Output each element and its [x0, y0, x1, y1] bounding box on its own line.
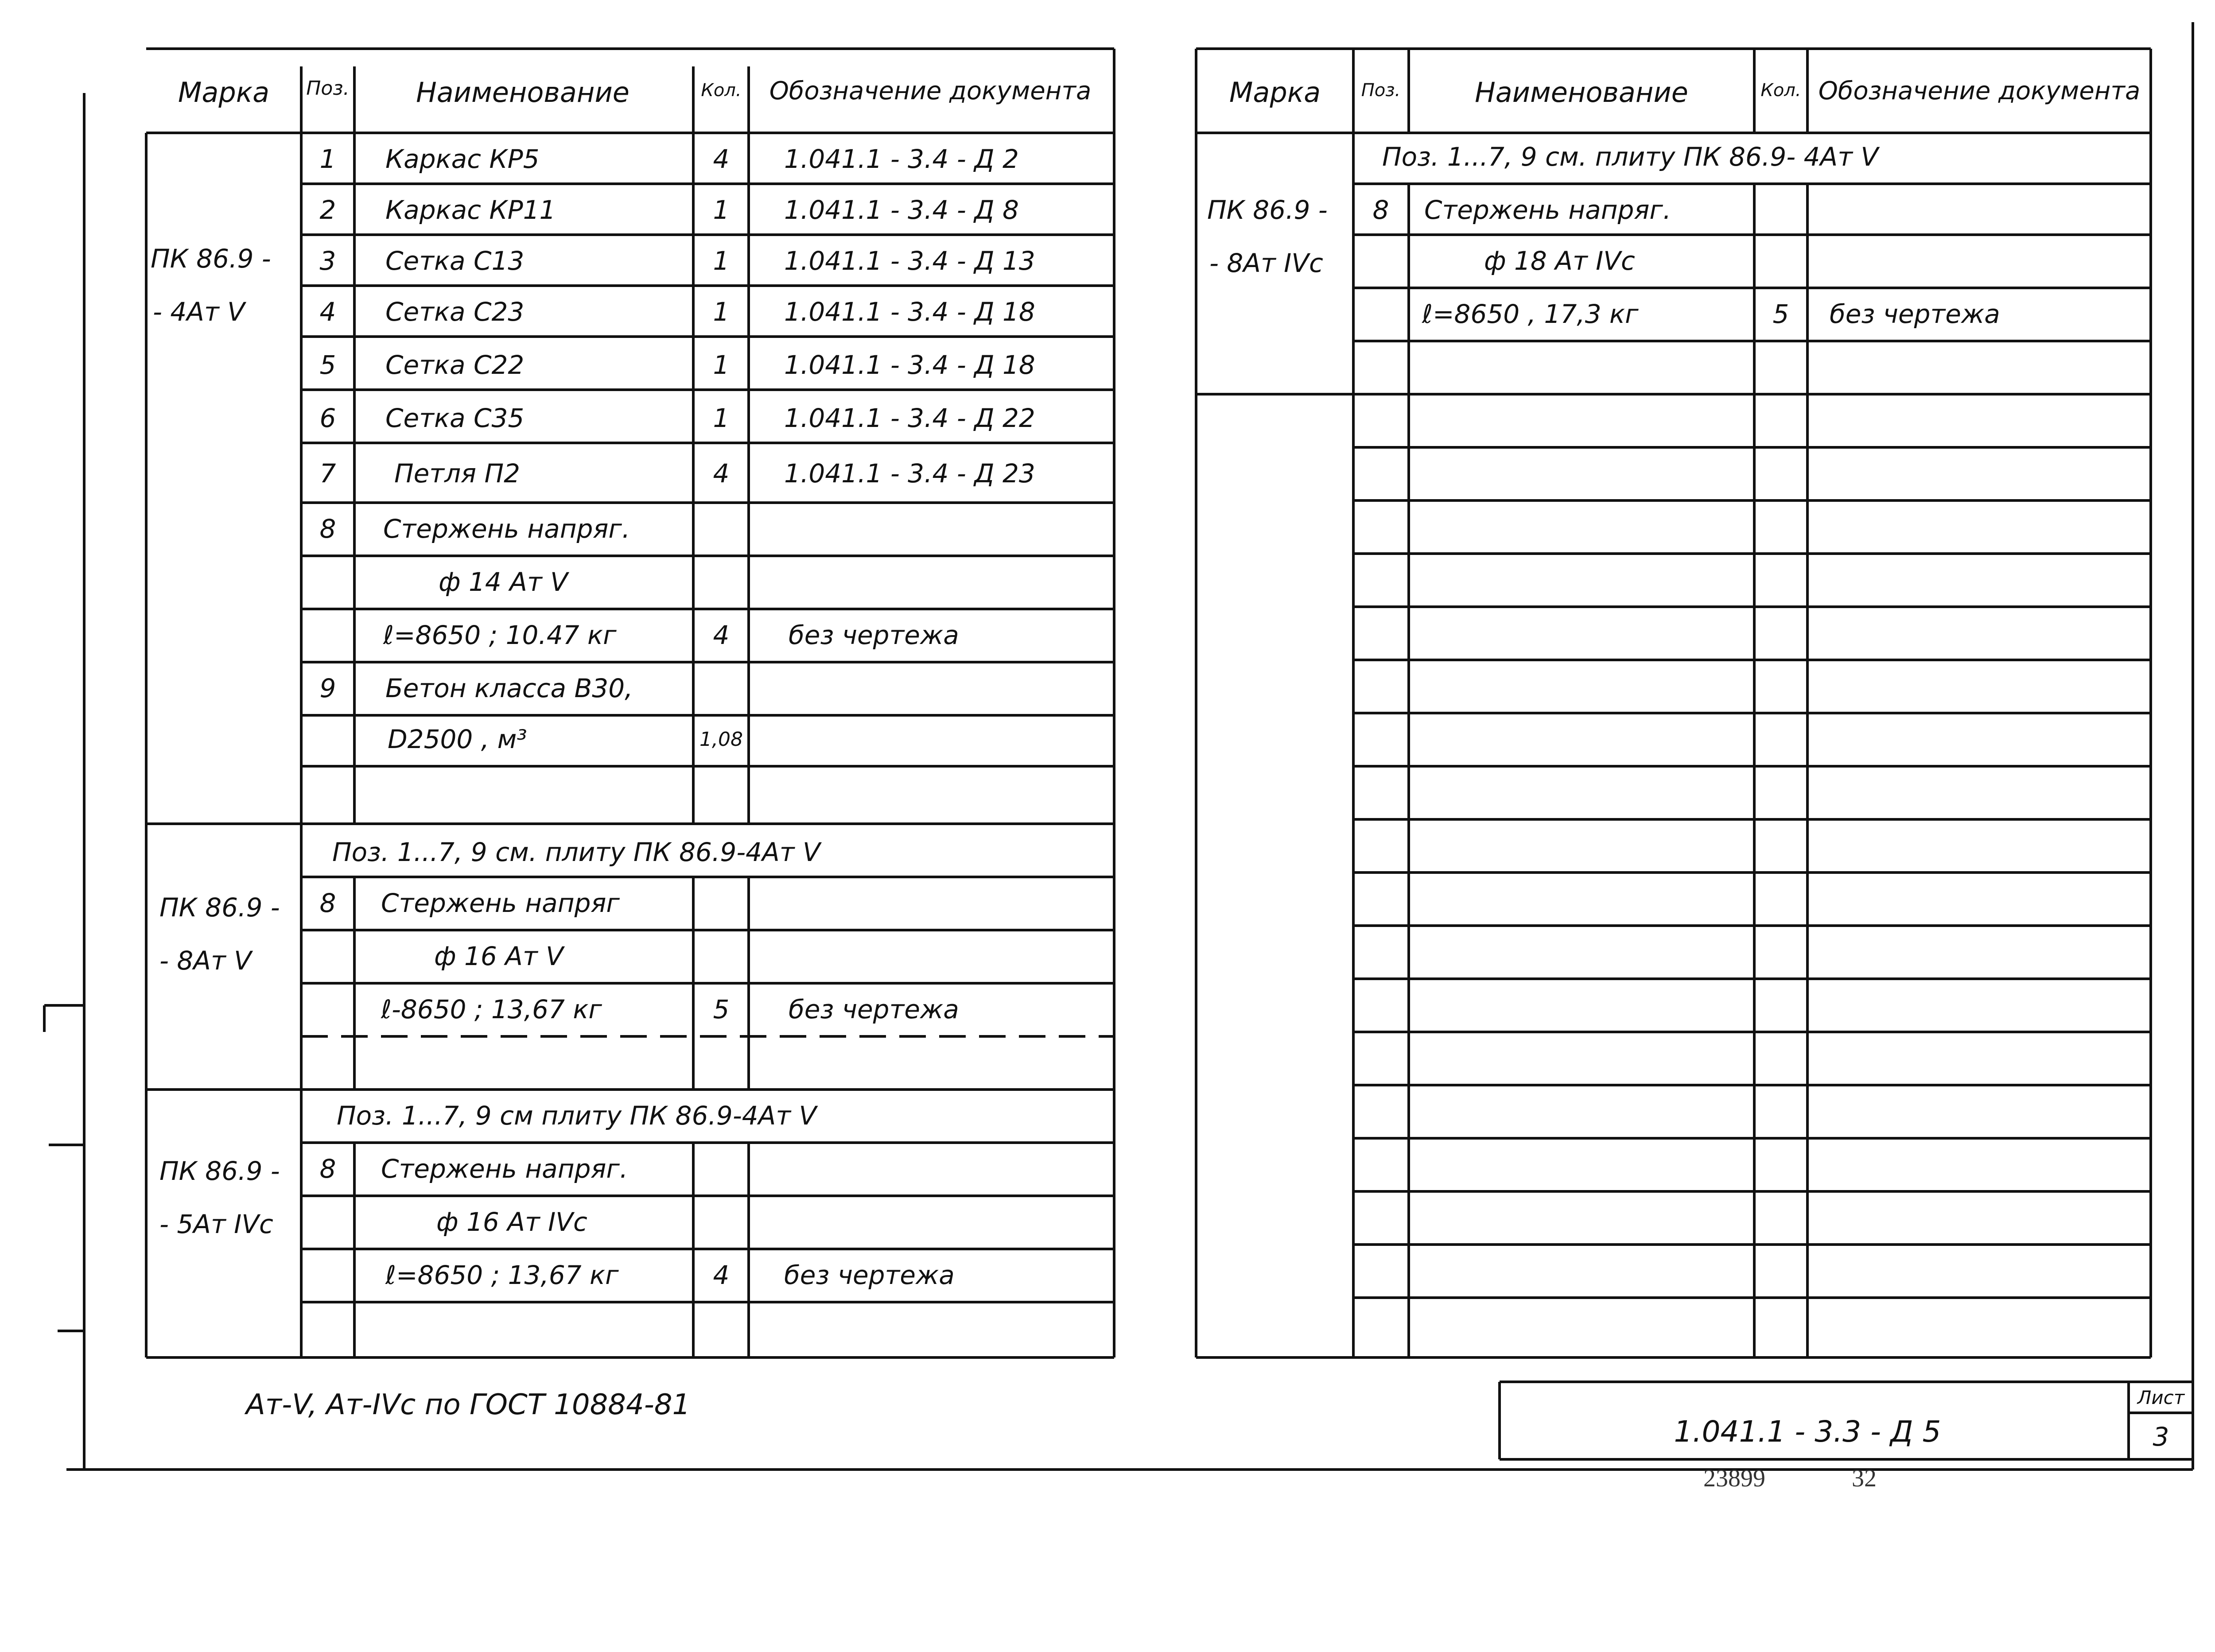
- row-doc: 1.041.1 - 3.4 - Д 13: [784, 246, 1035, 276]
- row-name: ℓ=8650 ; 10.47 кг: [383, 620, 617, 650]
- archive-number: 23899: [1703, 1465, 1765, 1492]
- row-name: ф 16 Ат IVс: [436, 1207, 587, 1237]
- group1-mark-line1: ПК 86.9 -: [151, 244, 271, 274]
- row-pos: 4: [319, 297, 336, 327]
- right-header-qty: Кол.: [1760, 80, 1801, 101]
- row-pos: 1: [319, 144, 336, 174]
- row-name: D2500 , м³: [388, 724, 527, 754]
- left-header-pos: Поз.: [306, 77, 350, 100]
- standard-note: Ат-V, Ат-IVс по ГОСТ 10884-81: [246, 1388, 691, 1421]
- row-doc: без чертежа: [789, 620, 959, 650]
- row-doc: 1.041.1 - 3.4 - Д 22: [784, 403, 1035, 433]
- row-pos: 9: [319, 673, 336, 703]
- row-qty: 5: [713, 994, 730, 1024]
- row-name: Каркас КР5: [385, 144, 540, 174]
- row-name: Каркас КР11: [385, 195, 556, 225]
- right-header-doc: Обозначение документа: [1818, 77, 2141, 105]
- row-pos: 8: [1372, 195, 1389, 225]
- row-qty: 4: [713, 620, 730, 650]
- group2-note: Поз. 1...7, 9 см. плиту ПК 86.9-4Ат V: [332, 837, 820, 867]
- row-qty: 1: [713, 297, 730, 327]
- row-name: Бетон класса В30,: [385, 673, 633, 703]
- row-qty: 1: [713, 246, 730, 276]
- row-name: Сетка С35: [385, 403, 525, 433]
- row-name: Петля П2: [394, 458, 520, 489]
- row-name: ℓ-8650 ; 13,67 кг: [381, 994, 602, 1024]
- sheet-label: Лист: [2137, 1387, 2185, 1408]
- row-name: ℓ=8650 , 17,3 кг: [1422, 299, 1639, 329]
- group3-note: Поз. 1...7, 9 см плиту ПК 86.9-4Ат V: [337, 1101, 817, 1131]
- row-pos: 5: [319, 350, 336, 380]
- row-pos: 8: [319, 1154, 336, 1184]
- row-name: Стержень напряг.: [1424, 195, 1671, 225]
- row-doc: 1.041.1 - 3.4 - Д 18: [784, 350, 1035, 380]
- row-qty: 4: [713, 144, 730, 174]
- row-doc: 1.041.1 - 3.4 - Д 18: [784, 297, 1035, 327]
- row-qty: 4: [713, 458, 730, 489]
- row-name: ℓ=8650 ; 13,67 кг: [385, 1260, 619, 1290]
- row-qty: 4: [713, 1260, 730, 1290]
- right-header-mark: Марка: [1229, 76, 1321, 109]
- row-name: ф 18 Ат IVс: [1484, 246, 1635, 276]
- row-doc: без чертежа: [784, 1260, 955, 1290]
- row-doc: без чертежа: [1830, 299, 2000, 329]
- row-name: ф 16 Ат V: [434, 941, 563, 971]
- row-doc: 1.041.1 - 3.4 - Д 2: [784, 144, 1019, 174]
- doc-code: 1.041.1 - 3.3 - Д 5: [1674, 1415, 1941, 1449]
- right-note: Поз. 1...7, 9 см. плиту ПК 86.9- 4Ат V: [1382, 142, 1879, 172]
- row-doc: 1.041.1 - 3.4 - Д 8: [784, 195, 1019, 225]
- right-mark-line2: - 8Ат IVс: [1209, 248, 1323, 278]
- row-name: Стержень напряг.: [383, 514, 630, 544]
- left-header-name: Наименование: [416, 76, 630, 109]
- row-pos: 2: [319, 195, 336, 225]
- sheet-number: 3: [2153, 1422, 2169, 1452]
- row-pos: 6: [319, 403, 336, 433]
- row-name: Сетка С23: [385, 297, 525, 327]
- group2-mark-line1: ПК 86.9 -: [159, 892, 280, 923]
- group2-mark-line2: - 8Ат V: [159, 946, 252, 976]
- group3-mark-line1: ПК 86.9 -: [159, 1156, 280, 1186]
- row-qty: 1,08: [699, 728, 743, 751]
- group1-mark-line2: - 4Ат V: [153, 297, 245, 327]
- right-mark-line1: ПК 86.9 -: [1207, 195, 1328, 225]
- row-qty: 5: [1772, 299, 1789, 329]
- row-pos: 8: [319, 514, 336, 544]
- row-qty: 1: [713, 195, 730, 225]
- left-header-mark: Марка: [178, 76, 270, 109]
- left-header-qty: Кол.: [701, 80, 742, 101]
- row-pos: 3: [319, 246, 336, 276]
- row-name: Сетка С22: [385, 350, 525, 380]
- row-pos: 8: [319, 888, 336, 918]
- right-header-pos: Поз.: [1361, 80, 1401, 101]
- row-name: Стержень напряг: [381, 888, 620, 918]
- left-header-doc: Обозначение документа: [769, 77, 1092, 105]
- row-qty: 1: [713, 350, 730, 380]
- row-name: Стержень напряг.: [381, 1154, 628, 1184]
- row-doc: 1.041.1 - 3.4 - Д 23: [784, 458, 1035, 489]
- row-name: ф 14 Ат V: [439, 567, 568, 597]
- row-name: Сетка С13: [385, 246, 525, 276]
- group3-mark-line2: - 5Ат IVс: [159, 1209, 273, 1239]
- row-doc: без чертежа: [789, 994, 959, 1024]
- right-header-name: Наименование: [1475, 76, 1688, 109]
- row-pos: 7: [319, 458, 336, 489]
- row-qty: 1: [713, 403, 730, 433]
- page-number: 32: [1852, 1465, 1877, 1492]
